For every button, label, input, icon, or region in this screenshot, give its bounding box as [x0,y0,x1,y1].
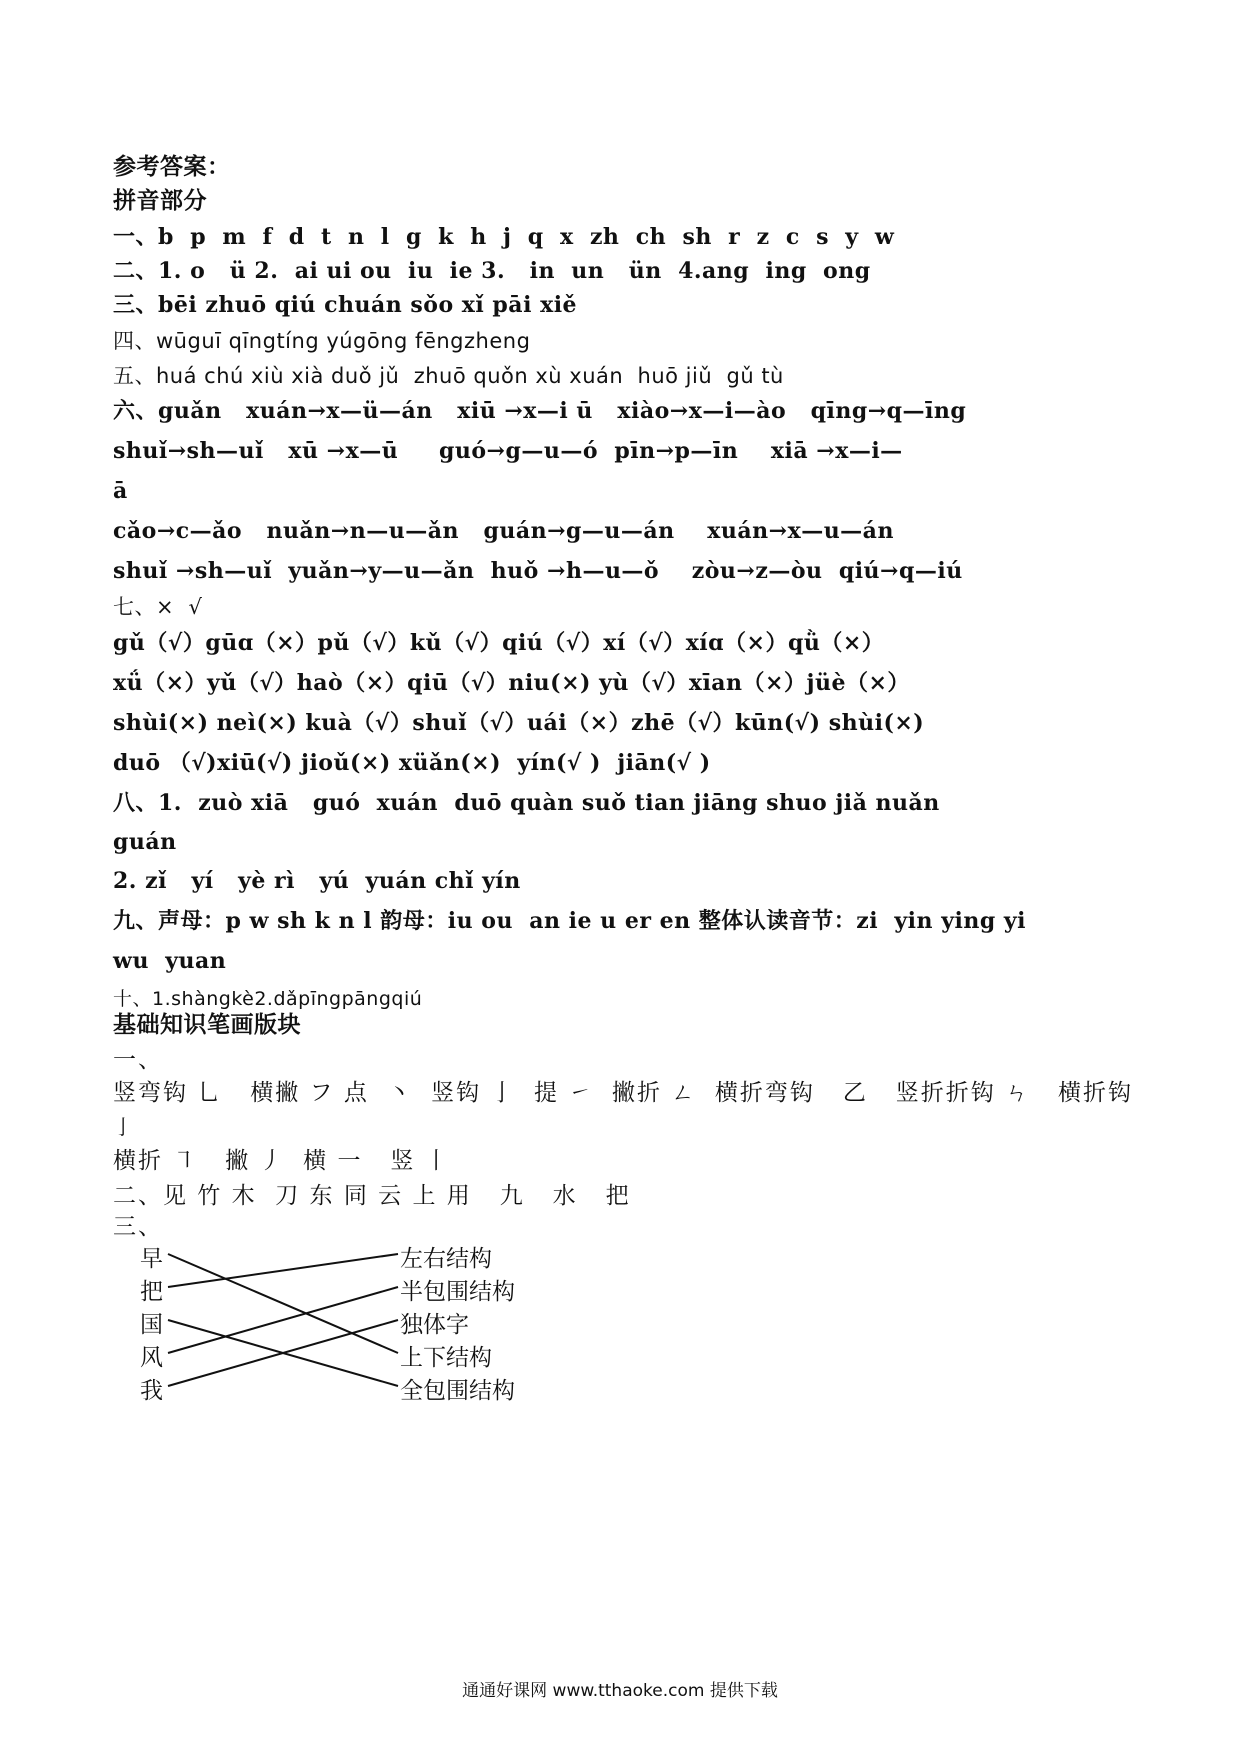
basic-q3-label: 三、 [113,1214,163,1240]
answer-q4: 四、wūguī qīngtíng yúgōng fēngzheng [113,329,531,353]
answer-q8-line3: 2. zǐ yí yè rì yú yuán chǐ yín [113,868,521,894]
basic-q1-strokes-line1: 竖弯钩 乚 横撇 フ 点 丶 竖钩 亅 提 ㇀ 撇折 ㄥ 横折弯钩 乙 竖折折钩 ㄣ 横折钩 [113,1080,1134,1106]
match-connector-line [168,1320,398,1386]
match-connector-line [168,1254,398,1287]
answer-q8-line1: 八、1. zuò xiā guó xuán duō quàn suǒ tian jiāng shuo jiǎ nuǎn [113,790,940,816]
answer-q6-line3: ā [113,478,128,504]
match-left-item: 把 [140,1279,163,1305]
match-right-item: 独体字 [400,1312,469,1338]
answer-q9-line2: wu yuan [113,948,227,974]
answer-q1: 一、b p m f d t n l g k h j q x zh ch sh r z c s y w [113,224,895,250]
answer-q2: 二、1. o ü 2. ai ui ou iu ie 3. in un ün 4.ang ing ong [113,258,871,284]
basic-q1-label: 一、 [113,1047,163,1073]
answer-q9-line1: 九、声母：p w sh k n l 韵母：iu ou an ie u er en 整体认读音节：zi yin ying yi [113,908,1027,934]
match-right-item: 半包围结构 [400,1279,515,1305]
answer-q6-line2: shuǐ→sh—uǐ xū →x—ū guó→g—u—ó pīn→p—īn xiā →x—i— [113,438,903,464]
basic-q2-answer: 二、见 竹 木 刀 东 同 云 上 用 九 水 把 [113,1183,631,1209]
basic-q1-strokes-line2: 亅 [113,1115,135,1139]
basic-q1-strokes-line3: 横折 ㇕ 撇 丿 横 一 竖 丨 [113,1148,450,1174]
footer-credit: 通通好课网 www.tthaoke.com 提供下载 [462,1681,778,1701]
match-connector-line [168,1254,398,1353]
match-left-item: 国 [140,1312,163,1338]
match-connector-line [168,1320,398,1386]
answer-q6-line1: 六、guǎn xuán→x—ü—án xiū →x—i ū xiào→x—i—ào qīng→q—īng [113,398,967,424]
section-basic-title: 基础知识笔画版块 [113,1012,301,1038]
answer-q8-line2: guán [113,829,177,855]
match-left-item: 风 [140,1345,163,1371]
answer-q6-line4: cǎo→c—ǎo nuǎn→n—u—ǎn guán→g—u—án xuán→x—u—án [113,518,894,544]
answer-q7-line4: shùi(×) neì(×) kuà（√）shuǐ（√）uái（×）zhē（√）kūn(√) shùi(×) [113,710,925,736]
section-pinyin-title: 拼音部分 [113,188,207,214]
match-right-item: 上下结构 [400,1345,492,1371]
answer-q3: 三、bēi zhuō qiú chuán sǒo xǐ pāi xiě [113,292,578,318]
answer-heading: 参考答案： [113,154,231,180]
match-right-item: 左右结构 [400,1246,492,1272]
match-right-item: 全包围结构 [400,1378,515,1404]
match-connector-line [168,1287,398,1353]
answer-q10: 十、1.shàngkè2.dǎpīngpāngqiú [113,988,423,1010]
answer-q7-line2: gǔ（√）gūɑ（×）pǔ（√）kǔ（√）qiú（√）xí（√）xíɑ（×）qǜ（×） [113,630,885,656]
answer-q7-line3: xǘ（×）yǔ（√）haò（×）qiū（√）niu(×) yù（√）xīan（×）jüè（×） [113,670,910,696]
match-left-item: 早 [140,1246,163,1272]
match-left-item: 我 [140,1378,163,1404]
answer-q6-line5: shuǐ →sh—uǐ yuǎn→y—u—ǎn huǒ →h—u—ǒ zòu→z—òu qiú→q—iú [113,558,963,584]
answer-q5: 五、huá chú xiù xià duǒ jǔ zhuō quǒn xù xuán huō jiǔ gǔ tù [113,364,784,388]
answer-q7-line5: duō （√)xiū(√) jioǔ(×) xüǎn(×) yín(√ ) jiān(√ ) [113,750,711,776]
answer-q7-line1: 七、× √ [113,595,203,619]
